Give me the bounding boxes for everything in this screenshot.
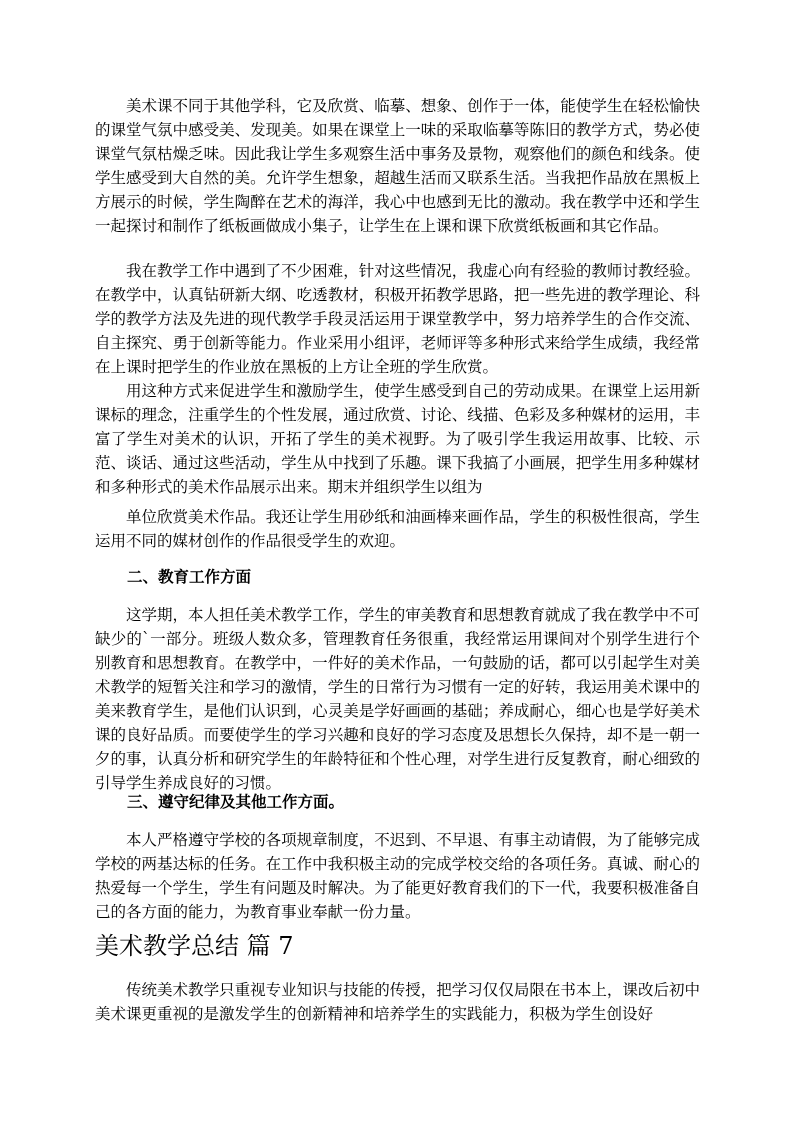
paragraph-education-work: 这学期，本人担任美术教学工作，学生的审美教育和思想教育就成了我在教学中不可缺少的`一部分。班级人数众多，管理教育任务很重，我经常运用课间对个别学生进行个别教育和思想教育。在教学中，一件好的美术作品，一句鼓励的话，都可以引起学生对美术教学的短暂关注和学习的激情，学生的日常行为习惯有一定的好转，我运用美术课中的美来教育学生，是他们认识到，心灵美是学好画画的基础；养成耐心，细心也是学好美术课的良好品质。而要使学生的学习兴趣和良好的学习态度及思想长久保持，却不是一朝一夕的事，认真分析和研究学生的年龄特征和个性心理，对学生进行反复教育，耐心细致的引导学生养成良好的习惯。 [95,606,700,792]
paragraph-traditional-teaching: 传统美术教学只重视专业知识与技能的传授，把学习仅仅局限在书本上，课改后初中美术课更重视的是激发学生的创新精神和培养学生的实践能力，积极为学生创设好 [95,981,700,1023]
section-heading-discipline: 三、遵守纪律及其他工作方面。 [127,793,345,811]
article-title: 美术教学总结 篇 7 [95,932,294,960]
paragraph-art-class: 美术课不同于其他学科，它及欣赏、临摹、想象、创作于一体，能使学生在轻松愉快的课堂气氛中感受美、发现美。如果在课堂上一味的采取临摹等陈旧的教学方式，势必使课堂气氛枯燥乏味。因此我让学生多观察生活中事务及景物，观察他们的颜色和线条。使学生感受到大自然的美。允许学生想象，超越生活而又联系生活。当我把作品放在黑板上方展示的时候，学生陶醉在艺术的海洋，我心中也感到无比的激动。我在教学中还和学生一起探讨和制作了纸板画做成小集子，让学生在上课和课下欣赏纸板画和其它作品。 [95,97,700,235]
paragraph-encouragement: 用这种方式来促进学生和激励学生，使学生感受到自己的劳动成果。在课堂上运用新课标的理念，注重学生的个性发展，通过欣赏、讨论、线描、色彩及多种媒材的运用，丰富了学生对美术的认识，开拓了学生的美术视野。为了吸引学生我运用故事、比较、示范、谈话、通过这些活动，学生从中找到了乐趣。课下我搞了小画展，把学生用多种媒材和多种形式的美术作品展示出来。期末并组织学生以组为 [95,382,700,496]
section-heading-education-work: 二、教育工作方面 [127,568,252,586]
paragraph-difficulties: 我在教学工作中遇到了不少困难，针对这些情况，我虚心向有经验的教师讨教经验。在教学中，认真钻研新大纲、吃透教材，积极开拓教学思路，把一些先进的教学理论、科学的教学方法及先进的现代教学手段灵活运用于课堂教学中，努力培养学生的合作交流、自主探究、勇于创新等能力。作业采用小组评，老师评等多种形式来给学生成绩，我经常在上课时把学生的作业放在黑板的上方让全班的学生欣赏。 [95,262,700,376]
paragraph-discipline: 本人严格遵守学校的各项规章制度，不迟到、不早退、有事主动请假，为了能够完成学校的两基达标的任务。在工作中我积极主动的完成学校交给的各项任务。真诚、耐心的热爱每一个学生，学生有问题及时解决。为了能更好教育我们的下一代，我要积极准备自己的各方面的能力，为教育事业奉献一份力量。 [95,831,700,921]
paragraph-group-appreciation: 单位欣赏美术作品。我还让学生用砂纸和油画棒来画作品，学生的积极性很高，学生运用不同的媒材创作的作品很受学生的欢迎。 [95,508,700,550]
